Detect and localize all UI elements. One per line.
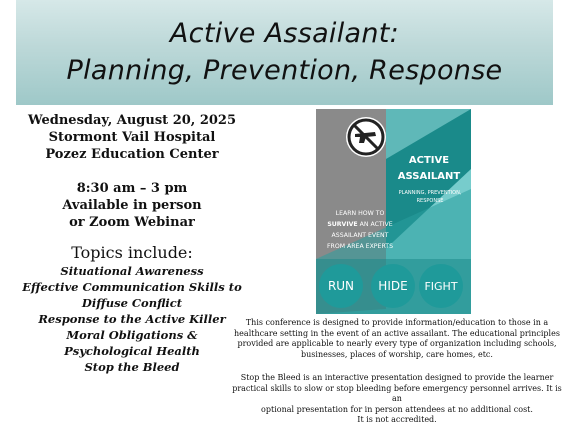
topic-item: Psychological Health [64, 344, 200, 358]
fight-badge: FIGHT [419, 264, 463, 308]
topic-item: Stop the Bleed [84, 360, 180, 374]
event-room: Pozez Education Center [45, 147, 219, 162]
topics-heading: Topics include: [71, 243, 193, 262]
description-stop-the-bleed: Stop the Bleed is an interactive presentation designed to provide the learner practical skills to slow or stop bleeding before emergency personnel arrives. It is an optional presentation for in person attendees at no additional cost. It is not accredited. [232, 373, 562, 425]
event-poster [316, 109, 471, 314]
title-line-1: Active Assailant: [169, 18, 400, 49]
event-venue: Stormont Vail Hospital [48, 130, 216, 145]
topic-item: Moral Obligations & [66, 328, 198, 342]
event-time: 8:30 am – 3 pm [76, 181, 188, 196]
event-format-2: or Zoom Webinar [69, 215, 195, 230]
topics-list [8, 263, 256, 375]
topic-item: Response to the Active Killer [38, 312, 226, 326]
no-gun-icon [344, 115, 388, 159]
description-conference: This conference is designed to provide information/education to those in a healthcare setting in the event of an active assailant. The educational principles provided are applicable to nearly every type of organization including schools, businesses, places of worship, care homes, etc. [234, 318, 560, 359]
topic-item: Diffuse Conflict [81, 296, 183, 310]
poster-title-1: ACTIVE [408, 155, 450, 166]
event-details [8, 112, 256, 375]
poster-learn-text: LEARN HOW TO SURVIVE AN ACTIVE ASSAILANT EVENT FROM AREA EXPERTS [326, 210, 394, 250]
hide-badge: HIDE [371, 264, 415, 308]
poster-title-2: ASSAILANT [397, 171, 461, 182]
topic-item: Effective Communication Skills to [22, 280, 242, 294]
topic-item: Situational Awareness [60, 264, 204, 278]
run-badge: RUN [319, 264, 363, 308]
title-line-2: Planning, Prevention, Response [66, 55, 503, 86]
event-format-1: Available in person [62, 198, 202, 213]
title-banner [16, 0, 553, 105]
event-date: Wednesday, August 20, 2025 [27, 113, 237, 128]
poster-subtitle: PLANNING, PREVENTION, RESPONSE [398, 190, 462, 204]
